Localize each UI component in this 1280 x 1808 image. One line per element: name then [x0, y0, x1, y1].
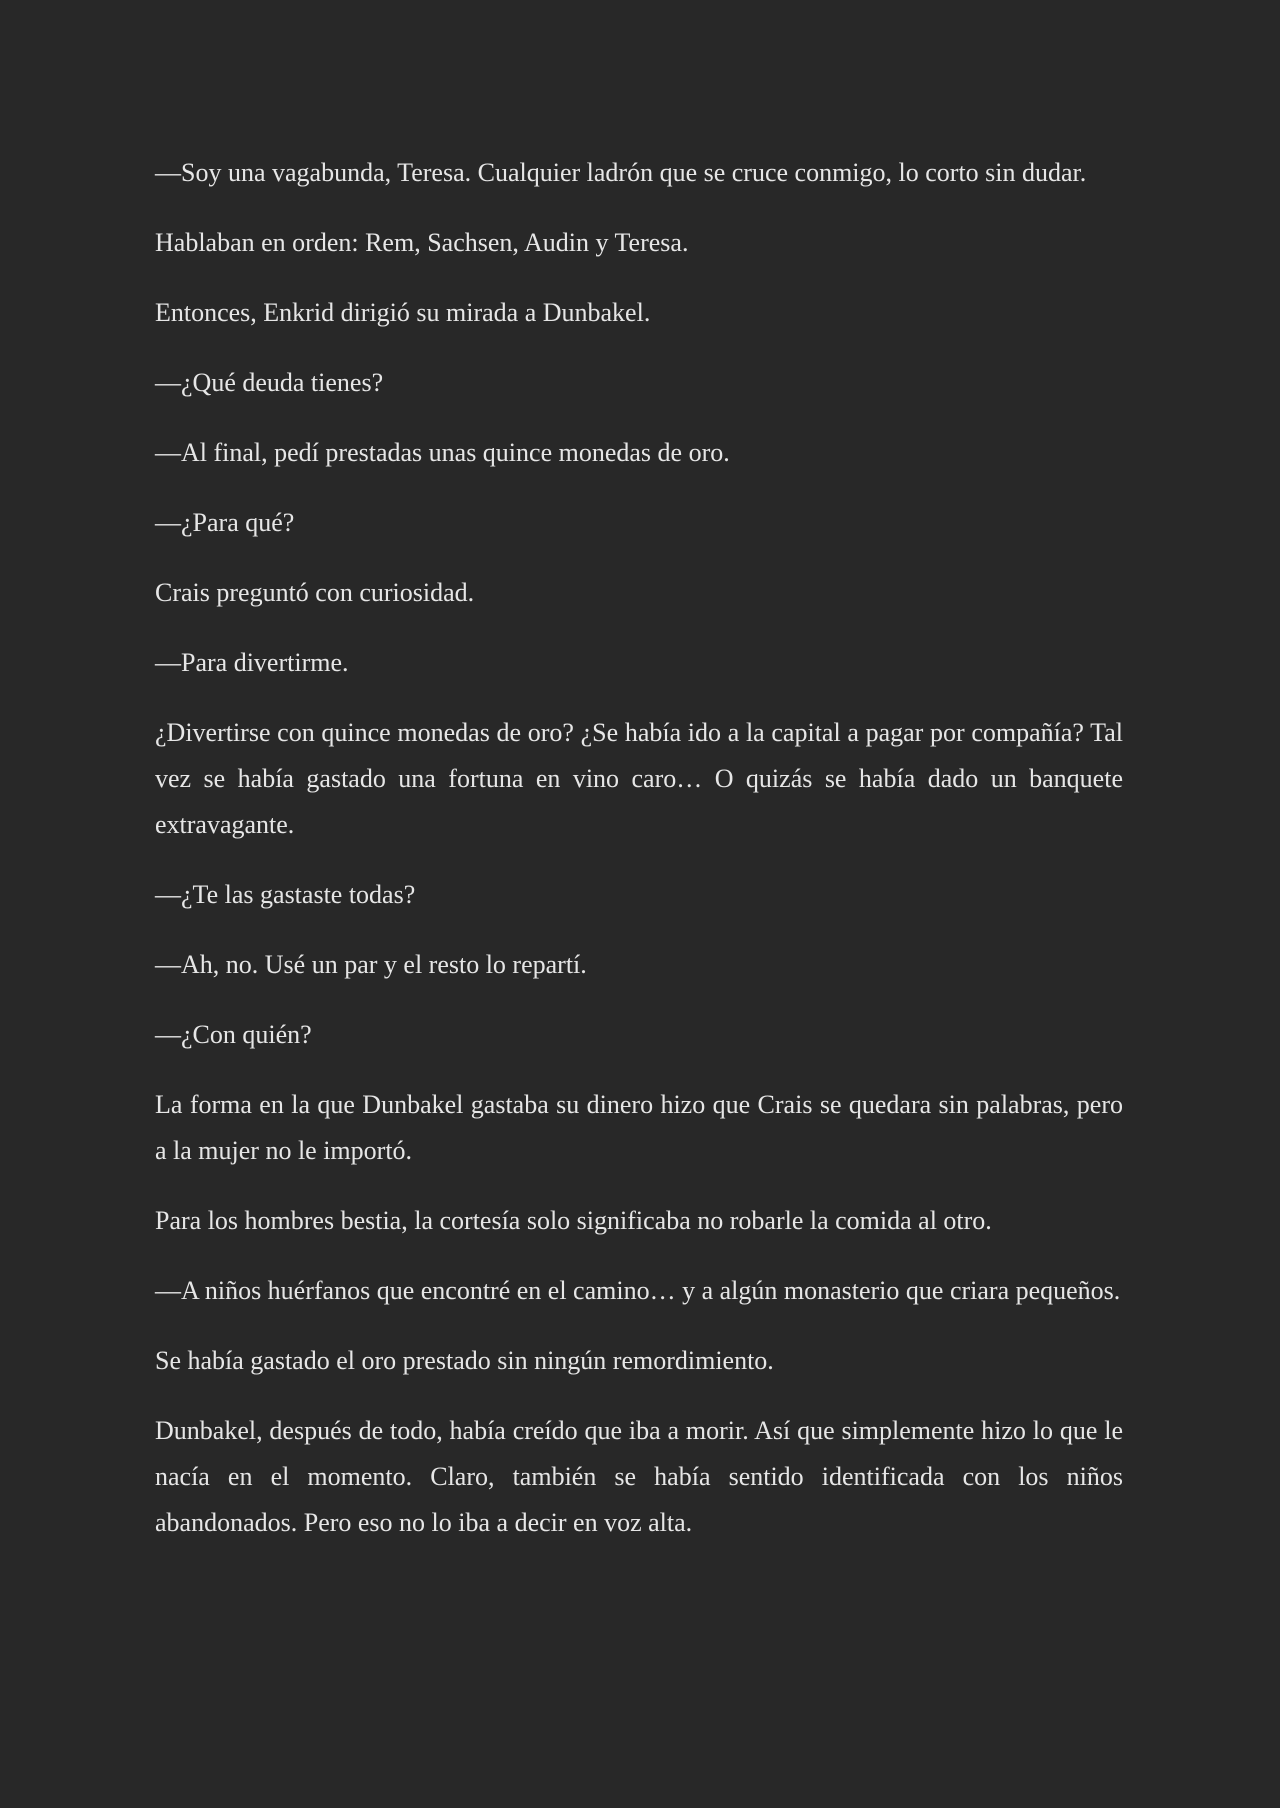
paragraph: —¿Te las gastaste todas?: [155, 880, 416, 909]
paragraph: Para los hombres bestia, la cortesía solo significaba no robarle la comida al otro.: [155, 1206, 992, 1235]
paragraph: —Soy una vagabunda, Teresa. Cualquier ladrón que se cruce conmigo, lo corto sin dudar.: [155, 158, 1087, 187]
paragraph: Hablaban en orden: Rem, Sachsen, Audin y Teresa.: [155, 228, 689, 257]
paragraph: Dunbakel, después de todo, había creído que iba a morir. Así que simplemente hizo lo que le nacía en el momento. Claro, también se había sentido identificada con los niños abandonados. Pero eso no lo iba a decir en voz alta.: [155, 1416, 1123, 1537]
paragraph: La forma en la que Dunbakel gastaba su dinero hizo que Crais se quedara sin palabras, pero a la mujer no le importó.: [155, 1090, 1123, 1165]
paragraph: —Al final, pedí prestadas unas quince monedas de oro.: [155, 438, 730, 467]
paragraph: —¿Con quién?: [155, 1020, 312, 1049]
paragraph: —Para divertirme.: [155, 648, 349, 677]
reading-page: [155, 150, 1123, 1570]
paragraph: Entonces, Enkrid dirigió su mirada a Dunbakel.: [155, 298, 651, 327]
paragraph: —¿Qué deuda tienes?: [155, 368, 384, 397]
paragraph: Crais preguntó con curiosidad.: [155, 578, 475, 607]
paragraph: Se había gastado el oro prestado sin ningún remordimiento.: [155, 1346, 774, 1375]
paragraph: —A niños huérfanos que encontré en el camino… y a algún monasterio que criara pequeños.: [155, 1276, 1121, 1305]
paragraph: —Ah, no. Usé un par y el resto lo repartí.: [155, 950, 587, 979]
paragraph: ¿Divertirse con quince monedas de oro? ¿Se había ido a la capital a pagar por compañía? Tal vez se había gastado una fortuna en vino caro… O quizás se había dado un banquete extravagante.: [155, 718, 1123, 839]
paragraph: —¿Para qué?: [155, 508, 295, 537]
